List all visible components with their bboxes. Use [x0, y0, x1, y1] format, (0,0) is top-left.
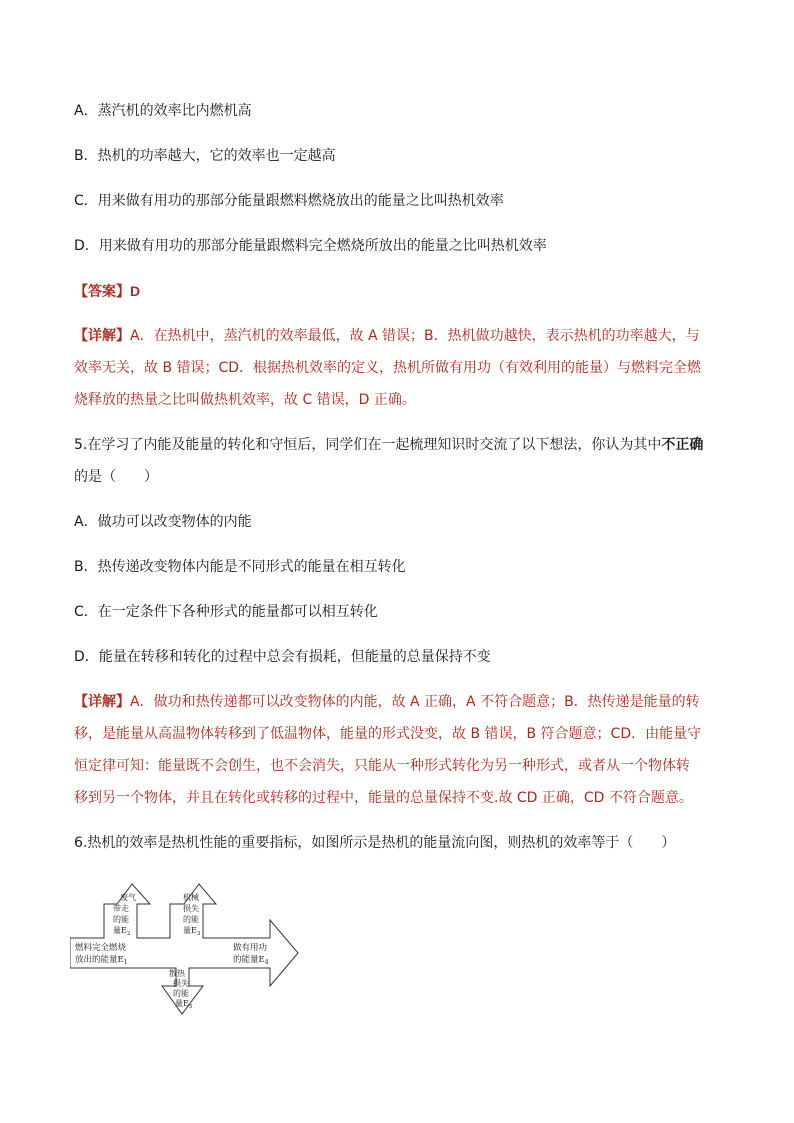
input-energy-text: 放出的能量E [75, 955, 124, 965]
input-energy-line-2 [75, 954, 128, 966]
heat-loss-subscript: 5 [188, 1004, 193, 1010]
q6-stem: 6.热机的效率是热机性能的重要指标，如图所示是热机的能量流向图，则热机的效率等于（ ） [74, 835, 676, 851]
q5-detail-line-3: 恒定律可知：能量既不会创生，也不会消失，只能从一种形式转化为另一种形式，或者从一个物体转 [74, 758, 690, 774]
useful-work-line-1: 做有用功 [233, 943, 268, 953]
answer-value: D [130, 283, 141, 299]
exhaust-line-2: 带走 [113, 904, 129, 913]
answer-label: 【答案】 [74, 284, 130, 300]
detail-text: A．在热机中，蒸汽机的效率最低，故 A 错误；B．热机做功越快，表示热机的功率越大，与 [130, 328, 700, 344]
useful-work-text: 的能量E [233, 955, 265, 965]
q5-detail-line-4: 移到另一个物体，并且在转化或转移的过程中，能量的总量保持不变.故 CD 正确，CD 不符合题意。 [74, 790, 693, 806]
energy-flow-diagram [70, 878, 310, 1018]
q4-answer [74, 281, 140, 302]
mech-loss-subscript: 3 [196, 931, 201, 937]
mech-loss-line-3: 的能 [183, 915, 199, 924]
exhaust-line-1: 废气 [120, 893, 136, 902]
q5-option-d: D．能量在转移和转化的过程中总会有损耗，但能量的总量保持不变 [74, 649, 491, 665]
input-energy-subscript: 1 [123, 959, 128, 966]
mech-loss-text: 量E [183, 926, 197, 935]
q5-detail-line-2: 移，是能量从高温物体转移到了低温物体，能量的形式没变，故 B 错误，B 符合题意；CD．由能量守 [74, 726, 702, 742]
q5-option-b: B．热传递改变物体内能是不同形式的能量在相互转化 [74, 559, 406, 575]
exhaust-subscript: 2 [126, 931, 131, 937]
heat-loss-line-3: 的能 [173, 989, 189, 998]
useful-work-subscript: 4 [264, 959, 269, 966]
q4-option-b: B．热机的功率越大，它的效率也一定越高 [74, 148, 336, 164]
detail-text: A．做功和热传递都可以改变物体的内能，故 A 正确，A 不符合题意；B．热传递是能量的转 [130, 694, 700, 710]
q5-stem-line-1 [74, 435, 703, 455]
q4-detail-line-2: 效率无关，故 B 错误；CD．根据热机效率的定义，热机所做有用功（有效利用的能量）与燃料完全燃 [74, 360, 702, 376]
exhaust-line-3: 的能 [113, 915, 129, 924]
q5-stem-text: 5.在学习了内能及能量的转化和守恒后，同学们在一起梳理知识时交流了以下想法，你认为其中 [74, 437, 662, 453]
q5-stem-line-2: 的是（ ） [74, 469, 158, 485]
q4-detail-line-3: 烧释放的热量之比叫做热机效率，故 C 错误，D 正确。 [74, 392, 416, 408]
input-energy-line-1: 燃料完全燃烧 [75, 943, 127, 953]
q4-option-a: A．蒸汽机的效率比内燃机高 [74, 103, 252, 119]
q5-option-c: C．在一定条件下各种形式的能量都可以相互转化 [74, 604, 378, 620]
q4-option-d: D．用来做有用功的那部分能量跟燃料完全燃烧所放出的能量之比叫热机效率 [74, 238, 547, 254]
q5-detail-line-1 [74, 692, 700, 712]
mech-loss-line-1: 机械 [183, 893, 199, 902]
q5-option-a: A．做功可以改变物体的内能 [74, 514, 252, 530]
detail-label: 【详解】 [74, 328, 130, 344]
exhaust-text: 量E [113, 926, 127, 935]
mech-loss-line-2: 损失 [183, 904, 199, 913]
heat-loss-line-1: 散热 [169, 969, 185, 978]
useful-work-line-2 [233, 954, 269, 966]
heat-loss-line-2: 损失 [173, 979, 189, 988]
heat-loss-text: 量E [175, 999, 189, 1008]
q5-stem-emphasis: 不正确 [661, 437, 704, 453]
q4-detail-line-1 [74, 326, 700, 346]
q4-option-c: C．用来做有用功的那部分能量跟燃料燃烧放出的能量之比叫热机效率 [74, 193, 504, 209]
detail-label: 【详解】 [74, 694, 130, 710]
